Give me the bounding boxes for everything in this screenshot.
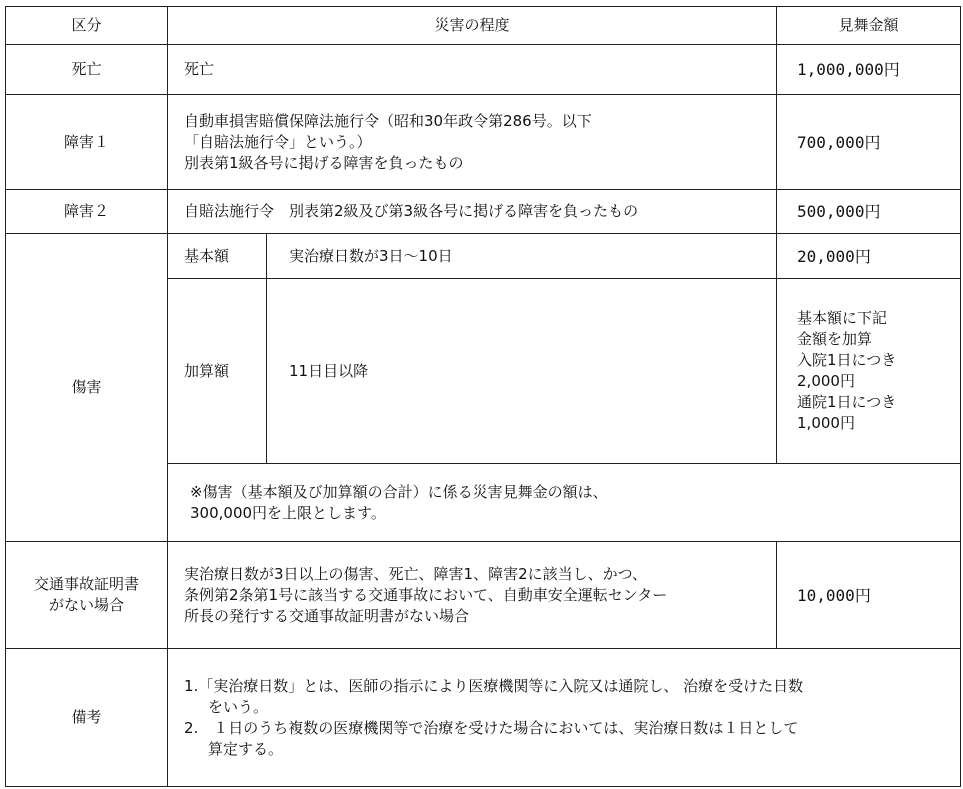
additional-amount-line: 入院1日につき <box>797 351 897 369</box>
injury-note-line: ※傷害（基本額及び加算額の合計）に係る災害見舞金の額は、 <box>190 482 608 501</box>
additional-amount-line: 基本額に下記 <box>797 309 888 327</box>
remarks-item <box>184 718 960 760</box>
additional-amount-line: 金額を加算 <box>797 330 873 348</box>
disability2-amount: 500,000円 <box>777 190 961 234</box>
header-amount: 見舞金額 <box>777 7 961 45</box>
death-description: 死亡 <box>168 45 777 95</box>
disaster-compensation-table <box>5 6 961 787</box>
injury-additional-label: 加算額 <box>168 279 267 464</box>
remarks-item-continuation: 算定する。 <box>208 739 284 758</box>
row-injury-base <box>6 234 961 279</box>
header-degree: 災害の程度 <box>168 7 777 45</box>
row-disability1 <box>6 95 961 190</box>
remarks-item-continuation: をいう。 <box>208 697 269 716</box>
injury-additional-amount <box>777 279 961 464</box>
no-certificate-category-line: 交通事故証明書 <box>33 575 139 593</box>
additional-amount-line: 1,000円 <box>797 414 855 432</box>
injury-base-label: 基本額 <box>168 234 267 279</box>
disability1-description-line: 自動車損害賠償保障法施行令（昭和30年政令第286号。以下 <box>184 111 592 130</box>
death-category: 死亡 <box>6 45 168 95</box>
no-certificate-amount: 10,000円 <box>777 542 961 649</box>
no-certificate-category <box>6 542 168 649</box>
no-certificate-description-line: 実治療日数が3日以上の傷害、死亡、障害1、障害2に該当し、かつ、 <box>184 564 648 583</box>
disability2-category: 障害２ <box>6 190 168 234</box>
row-death <box>6 45 961 95</box>
remarks-item-line: 2. １日のうち複数の医療機関等で治療を受けた場合においては、実治療日数は１日として <box>184 718 799 737</box>
injury-base-description: 実治療日数が3日～10日 <box>267 234 777 279</box>
disability1-description-line: 「自賠法施行令」という。） <box>184 132 372 151</box>
header-category: 区分 <box>6 7 168 45</box>
remarks-content <box>168 649 961 787</box>
header-row <box>6 7 961 45</box>
no-certificate-description-line: 所長の発行する交通事故証明書がない場合 <box>184 606 470 625</box>
injury-note <box>168 464 961 542</box>
row-no-certificate <box>6 542 961 649</box>
no-certificate-description <box>168 542 777 649</box>
injury-note-line: 300,000円を上限とします。 <box>190 503 386 522</box>
remarks-item-line: 1.「実治療日数」とは、医師の指示により医療機関等に入院又は通院し、 治療を受けた日数 <box>184 676 804 695</box>
injury-base-amount: 20,000円 <box>777 234 961 279</box>
disability1-description-line: 別表第1級各号に掲げる障害を負ったもの <box>184 153 464 172</box>
death-amount: 1,000,000円 <box>777 45 961 95</box>
injury-category: 傷害 <box>6 234 168 542</box>
no-certificate-description-line: 条例第2条第1号に該当する交通事故において、自動車安全運転センター <box>184 585 668 604</box>
disability1-amount: 700,000円 <box>777 95 961 190</box>
disability2-description: 自賠法施行令 別表第2級及び第3級各号に掲げる障害を負ったもの <box>168 190 777 234</box>
injury-additional-description: 11日目以降 <box>267 279 777 464</box>
no-certificate-category-line: がない場合 <box>48 596 124 614</box>
disability1-category: 障害１ <box>6 95 168 190</box>
row-remarks <box>6 649 961 787</box>
additional-amount-line: 通院1日につき <box>797 393 897 411</box>
row-disability2 <box>6 190 961 234</box>
remarks-category: 備考 <box>6 649 168 787</box>
disability1-description <box>168 95 777 190</box>
additional-amount-line: 2,000円 <box>797 372 855 390</box>
remarks-item <box>184 676 960 718</box>
